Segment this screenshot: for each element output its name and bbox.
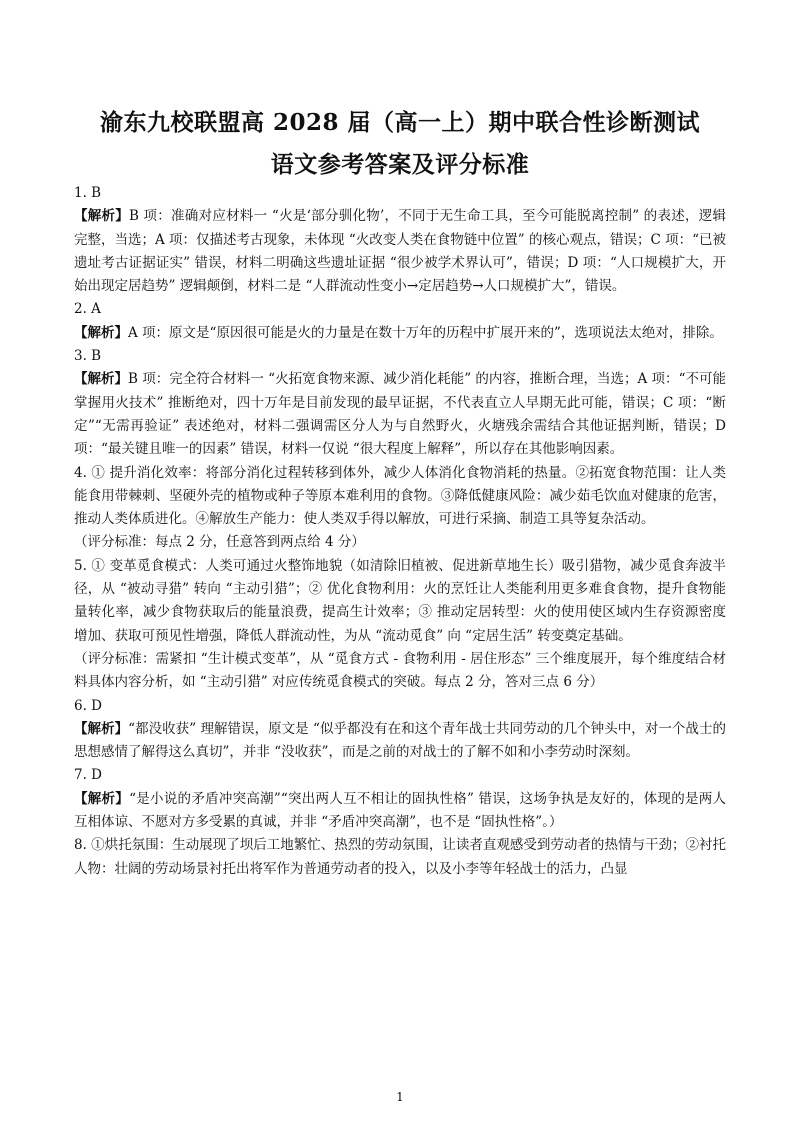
analysis-text: “是小说的矛盾冲突高潮”“突出两人互不相让的固执性格” 错误，这场争执是友好的，体现的是两人互相体谅、不愿对方多受累的真诚，并非 “矛盾冲突高潮”，也不是 “固执性格”。）	[74, 790, 726, 831]
answer-5: 5. ① 变革觅食模式：人类可通过火整饰地貌（如清除旧植被、促进新草地生长）吸引猎物，减少觅食奔波半径，从 “被动寻猎” 转向 “主动引猎”；② 优化食物利用：火的烹饪让人类能利用更多难食食物，提升食物能量转化率，减少食物获取后的能量浪费，提高生计效率；③ 推动定居转型：火的使用使区域内生存资源密度增加、获取可预见性增强，降低人群流动性，为从 “流动觅食” 向 “定居生活” 转变奠定基础。	[74, 557, 726, 644]
analysis-text: A 项：原文是“原因很可能是火的力量是在数十万年的历程中扩展开来的”，选项说法太绝对，排除。	[128, 324, 723, 341]
analysis-6	[74, 718, 726, 765]
answer-number-2: 2. A	[74, 301, 101, 318]
analysis-tag: 【解析】	[74, 720, 129, 737]
analysis-1	[74, 205, 726, 298]
page-number: 1	[396, 1090, 404, 1104]
answer-4: 4. ① 提升消化效率：将部分消化过程转移到体外，减少人体消化食物消耗的热量。②拓宽食物范围：让人类能食用带棘刺、坚硬外壳的植物或种子等原本难利用的食物。③降低健康风险：减少茹毛饮血对健康的危害，推动人类体质进化。④解放生产能力：使人类双手得以解放，可进行采摘、制造工具等复杂活动。	[74, 464, 726, 528]
scoring-4: （评分标准：每点 2 分，任意答到两点给 4 分）	[74, 534, 365, 551]
analysis-tag: 【解析】	[74, 371, 129, 388]
scoring-5: （评分标准：需紧扣 “生计模式变革”，从 “觅食方式 - 食物利用 - 居住形态” 三个维度展开，每个维度结合材料具体内容分析，如 “主动引猎” 对应传统觅食模式的突破。每点 2 分，答对三点 6 分）	[74, 650, 726, 691]
document-subtitle: 语文参考答案及评分标准	[270, 151, 530, 178]
answer-number-1: 1. B	[74, 185, 102, 201]
analysis-3	[74, 368, 726, 461]
analysis-2	[74, 322, 726, 345]
analysis-tag: 【解析】	[74, 324, 128, 341]
analysis-text: B 项：准确对应材料一 “火是‘部分驯化物’，不同于无生命工具，至今可能脱离控制” 的表述，逻辑完整，当选；A 项：仅描述考古现象，未体现 “火改变人类在食物链中位置” 的核心观点，错误；C 项：“已被遗址考古证据证实” 错误，材料二明确这些遗址证据 “很少被学术界认可”，错误；D 项：“人口规模扩大，开始出现定居趋势” 逻辑颠倒，材料二是 “人群流动性变小→定居趋势→人口规模扩大”，错误。	[74, 208, 726, 295]
answer-number-7: 7. D	[74, 767, 102, 784]
document-title: 渝东九校联盟高 2028 届（高一上）期中联合性诊断测试	[99, 109, 701, 136]
answer-8: 8. ①烘托氛围：生动展现了坝后工地繁忙、热烈的劳动氛围，让读者直观感受到劳动者的热情与干劲；②衬托人物：壮阔的劳动场景衬托出将军作为普通劳动者的投入，以及小李等年轻战士的活力，凸显	[74, 837, 726, 877]
answer-number-6: 6. D	[74, 697, 102, 714]
analysis-tag: 【解析】	[74, 208, 130, 225]
answer-content	[74, 182, 726, 881]
analysis-7	[74, 788, 726, 835]
analysis-text: “都没收获” 理解错误，原文是 “似乎都没有在和这个青年战士共同劳动的几个钟头中，对一个战士的思想感情了解得这么真切”，并非 “没收获”，而是之前的对战士的了解不如和小李劳动时深刻。	[74, 720, 726, 761]
answer-number-3: 3. B	[74, 348, 102, 365]
analysis-text: B 项：完全符合材料一 “火拓宽食物来源、减少消化耗能” 的内容，推断合理，当选；A 项：“不可能掌握用火技术” 推断绝对，四十万年是目前发现的最早证据，不代表直立人早期无此可能，错误；C 项：“断定”“无需再验证” 表述绝对，材料二强调需区分人为与自然野火，火塘残余需结合其他证据判断，错误；D 项：“最关键且唯一的因素” 错误，材料一仅说 “很大程度上解释”，所以存在其他影响因素。	[74, 371, 727, 458]
analysis-tag: 【解析】	[74, 790, 130, 807]
